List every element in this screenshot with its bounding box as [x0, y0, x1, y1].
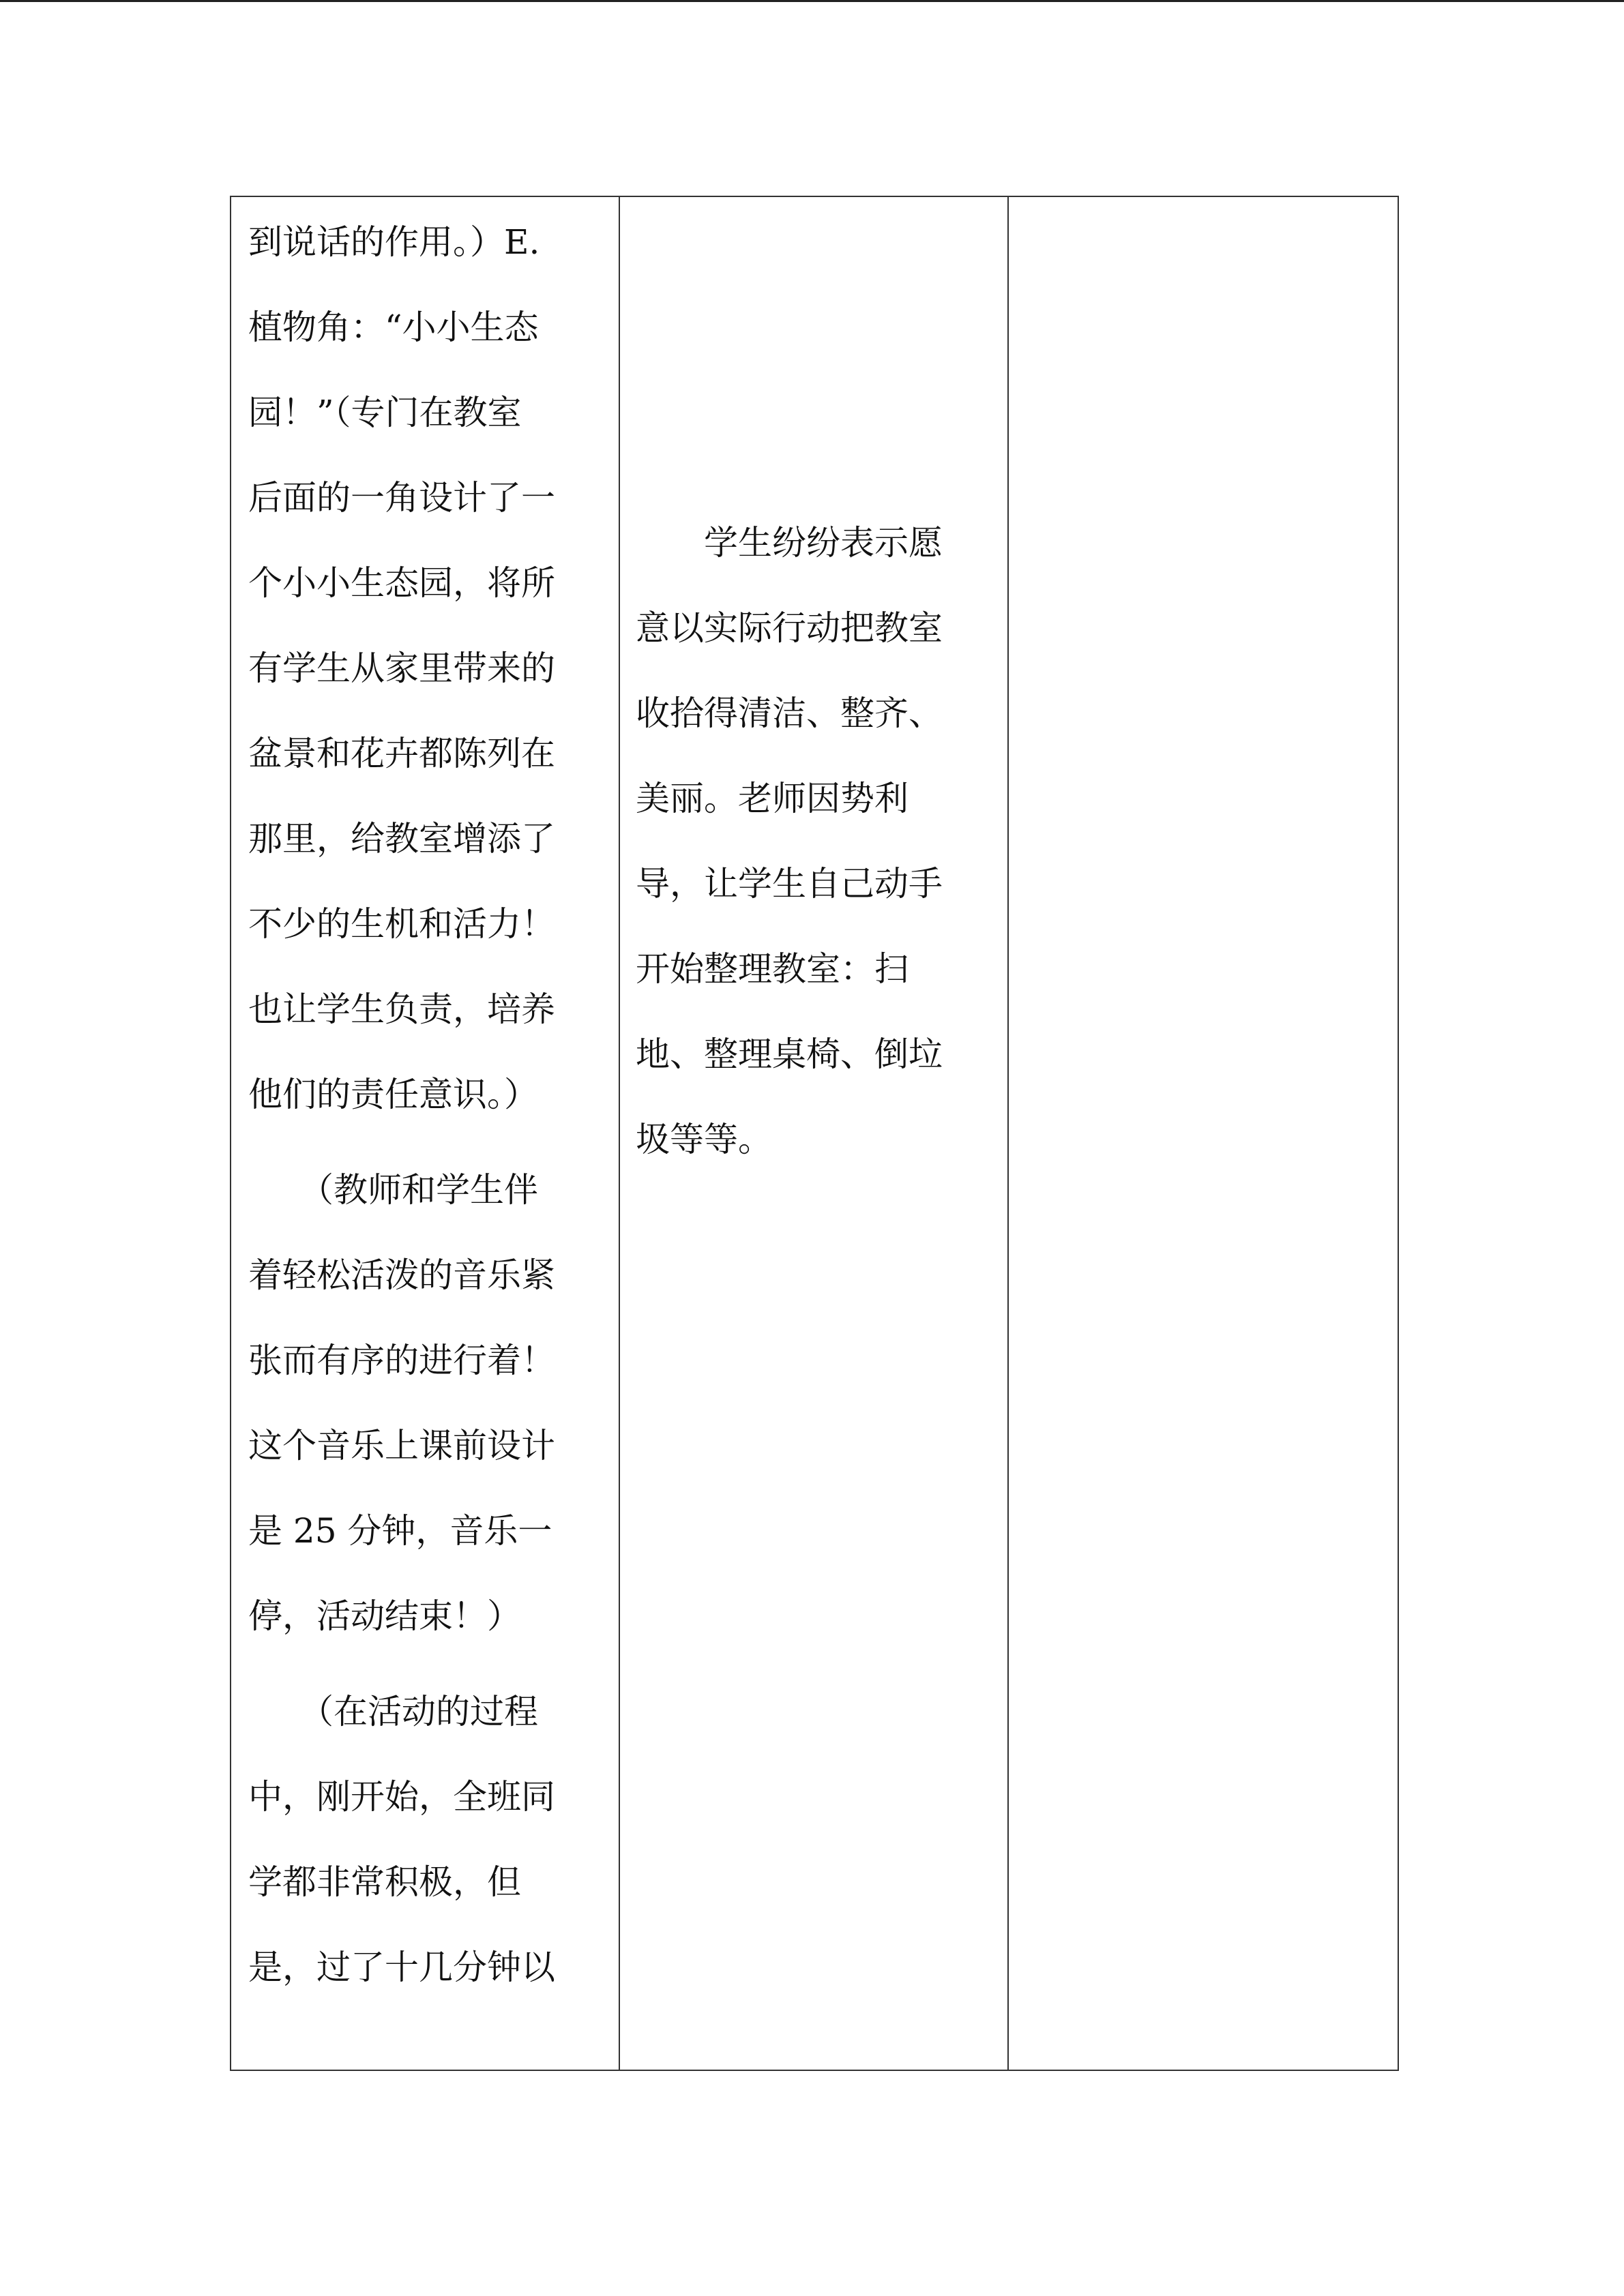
text-line: 是，过了十几分钟以	[248, 1948, 555, 1987]
table-row	[231, 196, 1398, 2070]
paragraph-student-response	[636, 501, 943, 1182]
text-line: 圾等等。	[636, 1120, 772, 1159]
text-line: 学都非常积极，但	[248, 1862, 521, 1902]
text-line: 收拾得清洁、整齐、	[636, 694, 943, 733]
text-line: 不少的生机和活力！	[248, 904, 555, 944]
table-cell-empty	[1008, 196, 1398, 2070]
text-line: 也让学生负责，培养	[248, 989, 555, 1029]
page-top-border	[0, 0, 1624, 2]
text-line: 那里，给教室增添了	[248, 819, 555, 859]
text-line: 后面的一角设计了一	[248, 478, 555, 518]
paragraph-plant-corner	[248, 200, 555, 1137]
text-line: 盆景和花卉都陈列在	[248, 734, 555, 773]
cell-content	[231, 197, 619, 2070]
text-line: 园！”（专门在教室	[248, 393, 522, 432]
text-line: 到说话的作用。）E.	[248, 222, 540, 262]
cell-content	[1009, 197, 1398, 2070]
text-line: 停，活动结束！）	[248, 1596, 521, 1636]
text-line: 个小小生态园，将所	[248, 563, 555, 603]
text-line: （在活动的过程	[248, 1692, 538, 1731]
paragraph-activity-process	[248, 1669, 555, 2010]
text-line: （教师和学生伴	[248, 1170, 538, 1210]
text-line: 是 25 分钟，音乐一	[248, 1511, 552, 1551]
text-line: 意以实际行动把教室	[636, 608, 943, 648]
table-cell-teacher-activity	[231, 196, 619, 2070]
text-line: 着轻松活泼的音乐紧	[248, 1255, 555, 1295]
text-line: 这个音乐上课前设计	[248, 1426, 555, 1465]
text-line: 地、整理桌椅、倒垃	[636, 1034, 943, 1074]
text-line: 他们的责任意识。）	[248, 1075, 538, 1114]
table-cell-student-activity	[619, 196, 1008, 2070]
cell-content	[620, 197, 1007, 2070]
text-line: 美丽。老师因势利	[636, 779, 909, 818]
text-line: 导，让学生自己动手	[636, 864, 943, 904]
text-line: 学生纷纷表示愿	[636, 523, 943, 563]
text-line: 张而有序的进行着！	[248, 1341, 555, 1380]
paragraph-music-activity	[248, 1148, 555, 1659]
text-line: 有学生从家里带来的	[248, 648, 555, 688]
text-line: 植物角：“小小生态	[248, 308, 539, 347]
text-line: 中，刚开始，全班同	[248, 1777, 555, 1817]
text-line: 开始整理教室：扫	[636, 949, 909, 989]
lesson-plan-table	[230, 196, 1399, 2071]
